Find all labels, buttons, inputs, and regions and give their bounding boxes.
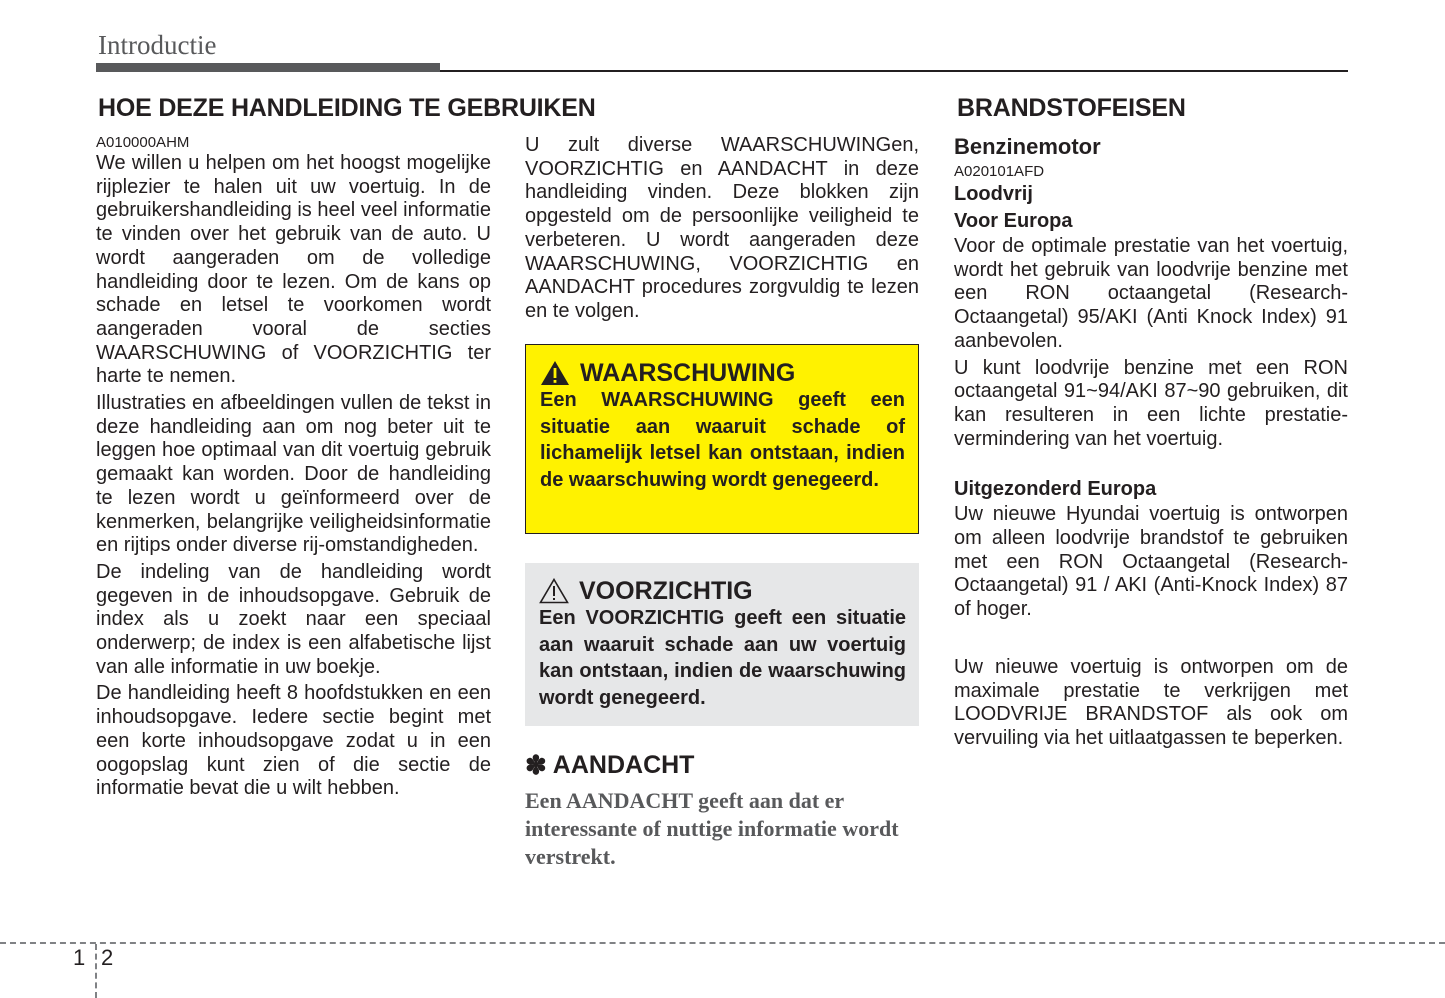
paragraph: De indeling van de handleiding wordt gegeven in de inhoudsopgave. Gebruik de index als u zoekt naar een speciaal onderwerp; de index is een alfabetische lijst van alle informatie in uw boekje. — [96, 560, 491, 678]
note-body: Een AANDACHT geeft aan dat er interessante of nuttige informatie wordt verstrekt. — [525, 788, 899, 869]
caution-box — [525, 563, 919, 726]
page-number: 2 — [101, 945, 114, 970]
footer-rule — [0, 942, 1445, 944]
paragraph: De handleiding heeft 8 hoofdstukken en een inhoudsopgave. Iedere sectie begint met een korte inhoudsopgave zodat u in een oogopslag kunt zien of die sectie de informatie bevat die u wilt hebben. — [96, 682, 491, 800]
spacer — [954, 454, 1348, 476]
paragraph: Voor de optimale prestatie van het voertuig, wordt het gebruik van loodvrije benzine met een RON octaangetal (Research-Octaangetal) 95/AKI (Anti Knock Index) 91 aanbevolen. — [954, 235, 1348, 352]
note-block — [525, 750, 919, 871]
warning-box — [525, 344, 919, 534]
left-column — [96, 134, 491, 804]
caution-title — [539, 577, 906, 605]
section-title-manual-usage: HOE DEZE HANDLEIDING TE GEBRUIKEN — [98, 94, 596, 122]
spacer — [954, 625, 1348, 656]
section-title-fuel-requirements: BRANDSTOFEISEN — [957, 94, 1186, 122]
section-code: A020101AFD — [954, 163, 1045, 180]
right-column — [954, 134, 1348, 754]
middle-column — [525, 134, 919, 327]
caution-title-label: VOORZICHTIG — [579, 577, 753, 605]
warning-title — [540, 359, 905, 387]
warning-icon — [540, 360, 570, 386]
subheading-europe: Voor Europa — [954, 210, 1073, 232]
paragraph: U zult diverse WAARSCHUWINGen, VOORZICHTIG en AANDACHT in deze handleiding vinden. Deze blokken zijn opgesteld om de persoonlijke veiligheid te verbeteren. U wordt aangeraden deze WAARSCHUWING, VOORZICHTIG en AANDACHT procedures zorgvuldig te lezen en te volgen. — [525, 134, 919, 322]
chapter-title: Introductie — [98, 30, 217, 60]
header-rule-thin — [440, 70, 1348, 72]
paragraph: Illustraties en afbeeldingen vullen de tekst in deze handleiding aan om nog beter uit te leggen hoe optimaal van dit voertuig gebruik gemaakt kan worden. Door de handleiding te lezen wordt u geïnformeerd over de kenmerken, belangrijke veiligheidsinformatie en rijtips onder diverse rij-omstandigheden. — [96, 392, 491, 557]
note-title — [525, 750, 919, 781]
chapter-number: 1 — [73, 945, 86, 970]
paragraph: U kunt loodvrije benzine met een RON octaangetal 91~94/AKI 87~90 gebruiken, dit kan resulteren in een lichte prestatievermindering van het voertuig. — [954, 356, 1348, 450]
paragraph: Uw nieuwe voertuig is ontworpen om de maximale prestatie te verkrijgen met LOODVRIJE BRANDSTOF als ook om vervuiling via het uitlaatgassen te beperken. — [954, 655, 1348, 749]
subsection-title: Benzinemotor — [954, 134, 1101, 159]
footer-divider — [95, 944, 97, 998]
caution-icon — [539, 578, 569, 604]
asterisk-icon: ✽ — [525, 750, 547, 780]
warning-title-label: WAARSCHUWING — [580, 359, 796, 387]
section-code: A010000AHM — [96, 134, 190, 151]
warning-body: Een WAARSCHUWING geeft een situatie aan waaruit schade of lichamelijk letsel kan ontstaan, indien de waarschuwing wordt genegeerd. — [540, 389, 905, 491]
subheading-outside-europe: Uitgezonderd Europa — [954, 478, 1157, 501]
caution-body: Een VOORZICHTIG geeft een situatie aan waaruit schade aan uw voertuig kan ontstaan, indien de waarschuwing wordt genegeerd. — [539, 607, 906, 709]
subheading-loodvrij: Loodvrij — [954, 183, 1033, 205]
paragraph: We willen u helpen om het hoogst mogelijke rijplezier te halen uit uw voertuig. In de gebruikershandleiding is heel veel informatie te vinden over het gebruik van de auto. U wordt aangeraden om de volledige handleiding door te lezen. Om de kans op schade en letsel te voorkomen wordt aangeraden vooral de secties WAARSCHUWING of VOORZICHTIG ter harte te nemen. — [96, 152, 491, 388]
note-title-label: AANDACHT — [552, 751, 695, 779]
header-rule-thick — [96, 63, 440, 72]
paragraph: Uw nieuwe Hyundai voertuig is ontworpen om alleen loodvrije brandstof te gebruiken met een RON Octaangetal (Research-Octaangetal) 91 / AKI (Anti-Knock Index) 87 of hoger. — [954, 503, 1348, 621]
